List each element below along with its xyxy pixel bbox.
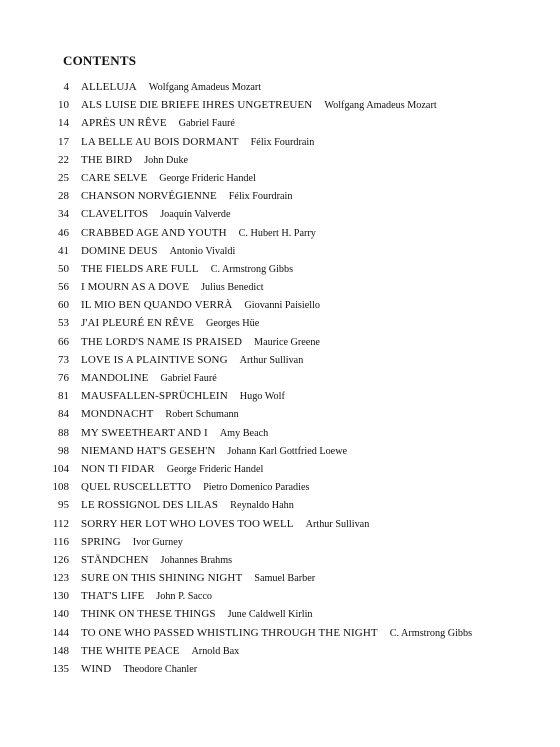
page-number: 22 xyxy=(58,153,69,166)
list-item xyxy=(0,369,560,387)
page-number: 123 xyxy=(52,572,69,585)
song-title: SURE ON THIS SHINING NIGHT xyxy=(81,572,243,585)
page-number: 81 xyxy=(58,390,69,403)
list-item xyxy=(0,333,560,351)
song-title: CLAVELITOS xyxy=(81,208,149,221)
composer-name: Arthur Sullivan xyxy=(305,518,370,530)
list-item xyxy=(0,78,560,96)
composer-name: Samuel Barber xyxy=(254,573,316,585)
list-item xyxy=(0,496,560,514)
list-item xyxy=(0,551,560,569)
list-item xyxy=(0,442,560,460)
list-item xyxy=(0,296,560,314)
song-title: SPRING xyxy=(81,535,121,548)
composer-name: Giovanni Paisiello xyxy=(244,300,320,312)
page-number: 76 xyxy=(58,372,69,384)
list-item xyxy=(0,642,560,660)
list-item xyxy=(0,351,560,369)
list-item xyxy=(0,133,560,151)
page-number: 148 xyxy=(52,644,69,657)
list-item xyxy=(0,533,560,551)
song-title: THE BIRD xyxy=(81,153,133,166)
song-title: THE WHITE PEACE xyxy=(81,644,180,657)
song-title: J'AI PLEURÉ EN RÊVE xyxy=(81,317,194,330)
composer-name: Hugo Wolf xyxy=(239,391,285,403)
page-number: 56 xyxy=(58,281,69,294)
page-number: 104 xyxy=(52,462,69,475)
list-item xyxy=(0,515,560,533)
song-title: I MOURN AS A DOVE xyxy=(81,281,190,294)
list-item xyxy=(0,205,560,223)
page-number: 4 xyxy=(63,81,69,93)
list-item xyxy=(0,478,560,496)
page-number: 17 xyxy=(58,135,69,148)
composer-name: Reynaldo Hahn xyxy=(230,500,294,512)
song-title: LE ROSSIGNOL DES LILAS xyxy=(81,499,219,512)
page-number: 10 xyxy=(58,99,69,112)
composer-name: George Frideric Handel xyxy=(166,463,264,475)
page-number: 66 xyxy=(58,335,69,348)
song-title: WIND xyxy=(81,663,112,675)
list-item xyxy=(0,605,560,623)
composer-name: Johann Karl Gottfried Loewe xyxy=(227,445,348,457)
page-number: 50 xyxy=(58,262,69,275)
composer-name: Amy Beach xyxy=(219,427,269,439)
composer-name: Robert Schumann xyxy=(165,409,239,421)
composer-name: Gabriel Fauré xyxy=(160,373,217,384)
list-item xyxy=(0,387,560,405)
song-title: MY SWEETHEART AND I xyxy=(81,426,208,439)
list-item xyxy=(0,114,560,132)
page-number: 98 xyxy=(58,444,69,457)
list-item xyxy=(0,624,560,642)
list-item xyxy=(0,151,560,169)
page-number: 126 xyxy=(52,553,69,566)
song-title: DOMINE DEUS xyxy=(81,244,158,257)
song-title: CRABBED AGE AND YOUTH xyxy=(81,226,227,239)
page-number: 53 xyxy=(58,317,69,330)
page-number: 25 xyxy=(58,171,69,184)
song-title: LA BELLE AU BOIS DORMANT xyxy=(81,135,239,148)
composer-name: Georges Hüe xyxy=(205,318,260,330)
song-title: SORRY HER LOT WHO LOVES TOO WELL xyxy=(81,517,294,530)
song-title: NIEMAND HAT'S GESEH'N xyxy=(81,444,216,457)
page-number: 60 xyxy=(58,299,69,312)
song-title: ALS LUISE DIE BRIEFE IHRES UNGETREUEN xyxy=(81,99,313,112)
page-number: 46 xyxy=(58,226,69,239)
composer-name: John P. Sacco xyxy=(156,591,213,603)
list-item xyxy=(0,242,560,260)
composer-name: Maurice Greene xyxy=(254,336,320,348)
list-item xyxy=(0,460,560,478)
page-title: CONTENTS xyxy=(63,53,137,68)
list-item xyxy=(0,424,560,442)
song-title: THINK ON THESE THINGS xyxy=(81,608,216,621)
composer-name: Arnold Bax xyxy=(191,645,240,657)
composer-name: Félix Fourdrain xyxy=(228,191,293,203)
song-title: TO ONE WHO PASSED WHISTLING THROUGH THE NIGHT xyxy=(81,626,378,639)
composer-name: John Duke xyxy=(144,154,189,166)
composer-name: Julius Benedict xyxy=(201,282,264,294)
page-number: 28 xyxy=(58,190,69,203)
page-number: 112 xyxy=(52,517,69,530)
composer-name: Félix Fourdrain xyxy=(250,136,315,148)
composer-name: C. Armstrong Gibbs xyxy=(210,263,294,275)
list-item xyxy=(0,314,560,332)
page-number: 88 xyxy=(58,426,69,439)
page-number: 95 xyxy=(58,499,69,512)
song-title: THE FIELDS ARE FULL xyxy=(81,262,199,275)
composer-name: Pietro Domenico Paradies xyxy=(203,482,310,494)
composer-name: Johannes Brahms xyxy=(160,554,233,566)
page-number: 108 xyxy=(52,481,69,494)
song-title: THAT'S LIFE xyxy=(81,590,145,603)
composer-name: Gabriel Fauré xyxy=(178,118,235,130)
list-item xyxy=(0,187,560,205)
page-number: 34 xyxy=(58,208,69,221)
page-number: 144 xyxy=(52,626,69,639)
list-item xyxy=(0,260,560,278)
page-number: 14 xyxy=(58,117,69,130)
list-item xyxy=(0,569,560,587)
page-number: 116 xyxy=(52,535,69,548)
composer-name: C. Armstrong Gibbs xyxy=(389,627,473,639)
composer-name: George Frideric Handel xyxy=(159,172,256,184)
song-title: QUEL RUSCELLETTO xyxy=(81,481,192,494)
page-number: 73 xyxy=(58,353,69,366)
song-title: STÄNDCHEN xyxy=(81,553,149,566)
song-title: LOVE IS A PLAINTIVE SONG xyxy=(81,353,228,366)
composer-name: June Caldwell Kirlin xyxy=(227,609,313,621)
list-item xyxy=(0,587,560,605)
composer-name: C. Hubert H. Parry xyxy=(238,227,316,239)
song-title: THE LORD'S NAME IS PRAISED xyxy=(81,335,243,348)
list-item xyxy=(0,169,560,187)
list-item xyxy=(0,660,560,678)
composer-name: Wolfgang Amadeus Mozart xyxy=(324,100,437,112)
page-number: 41 xyxy=(58,244,69,257)
composer-name: Ivor Gurney xyxy=(132,536,183,548)
song-title: MAUSFALLEN-SPRÜCHLEIN xyxy=(81,390,228,403)
list-item xyxy=(0,96,560,114)
page-number: 130 xyxy=(52,590,69,603)
composer-name: Wolfgang Amadeus Mozart xyxy=(148,82,262,93)
song-title: APRÈS UN RÊVE xyxy=(81,117,167,130)
composer-name: Arthur Sullivan xyxy=(239,354,304,366)
page-number: 84 xyxy=(58,408,69,421)
composer-name: Joaquín Valverde xyxy=(160,209,231,221)
composer-name: Antonio Vivaldi xyxy=(169,245,236,257)
song-title: ALLELUJA xyxy=(81,81,137,93)
page-number: 135 xyxy=(52,663,69,675)
song-title: IL MIO BEN QUANDO VERRÀ xyxy=(81,299,233,312)
song-title: MONDNACHT xyxy=(81,408,154,421)
song-title: NON TI FIDAR xyxy=(81,462,155,475)
composer-name: Theodore Chanler xyxy=(123,664,198,675)
list-item xyxy=(0,405,560,423)
page-number: 140 xyxy=(52,608,69,621)
list-item xyxy=(0,224,560,242)
song-title: MANDOLINE xyxy=(81,372,149,384)
song-title: CHANSON NORVÉGIENNE xyxy=(81,190,217,203)
song-title: CARE SELVE xyxy=(81,171,148,184)
contents-list xyxy=(0,78,560,678)
list-item xyxy=(0,278,560,296)
